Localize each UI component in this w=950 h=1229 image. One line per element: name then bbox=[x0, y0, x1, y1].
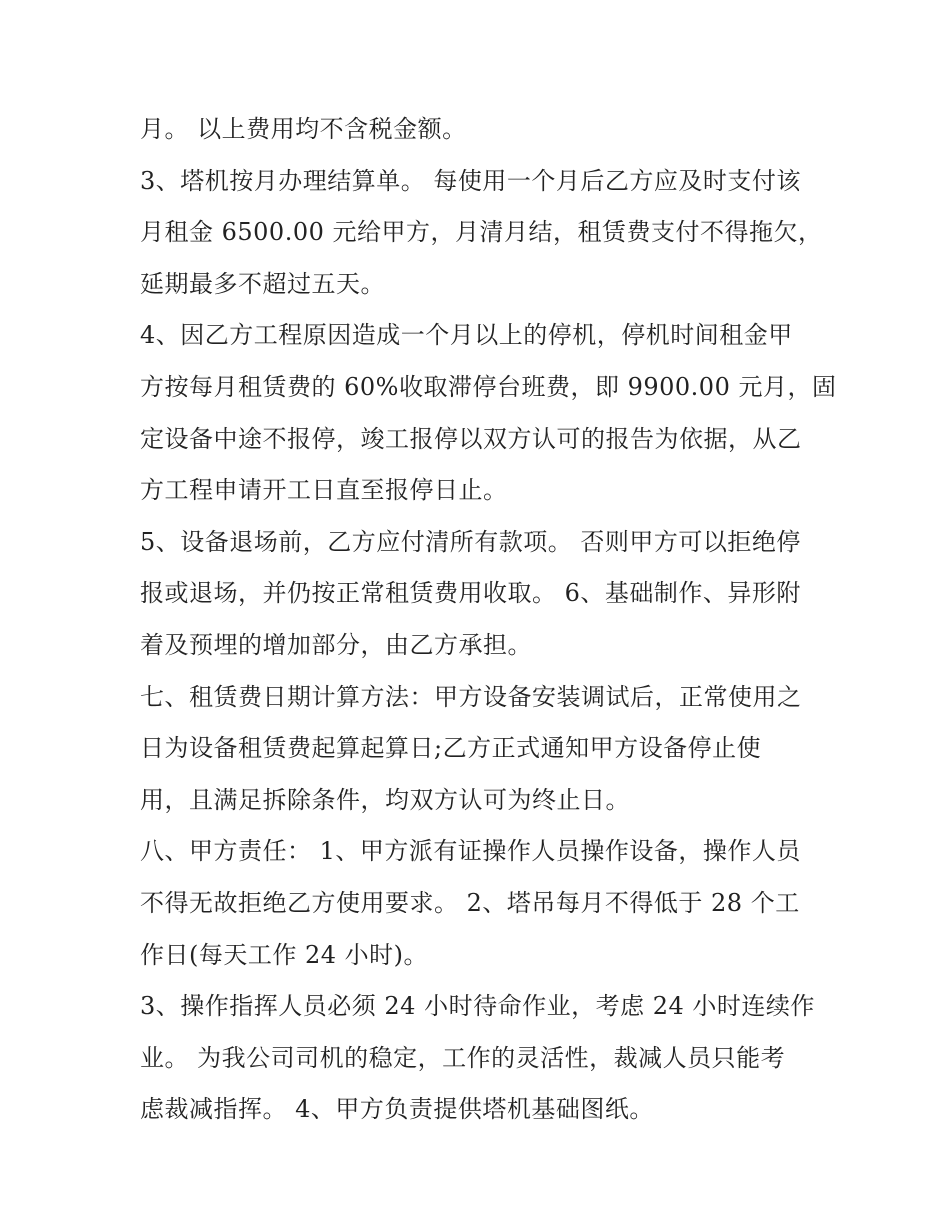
text-line: 虑裁减指挥。 4、甲方负责提供塔机基础图纸。 bbox=[140, 1095, 654, 1124]
text-line: 5、设备退场前，乙方应付清所有款项。 否则甲方可以拒绝停 bbox=[140, 527, 801, 556]
text-line: 日为设备租赁费起算起算日;乙方正式通知甲方设备停止使 bbox=[140, 734, 762, 763]
text-line: 方按每月租赁费的 60%收取滞停台班费，即 9900.00 元月，固 bbox=[140, 372, 837, 401]
text-line: 月。 以上费用均不含税金额。 bbox=[140, 115, 467, 143]
text-line: 定设备中途不报停，竣工报停以双方认可的报告为依据，从乙 bbox=[140, 424, 802, 453]
text-line: 月租金 6500.00 元给甲方，月清月结，租赁费支付不得拖欠， bbox=[140, 218, 823, 247]
text-line: 不得无故拒绝乙方使用要求。 2、塔吊每月不得低于 28 个工 bbox=[140, 888, 800, 917]
text-line: 七、租赁费日期计算方法：甲方设备安装调试后，正常使用之 bbox=[140, 682, 802, 711]
document-text bbox=[140, 104, 837, 1136]
text-line: 延期最多不超过五天。 bbox=[140, 269, 385, 298]
text-line: 着及预埋的增加部分，由乙方承担。 bbox=[140, 630, 532, 659]
text-line: 用，且满足拆除条件，均双方认可为终止日。 bbox=[140, 785, 630, 814]
text-line: 业。 为我公司司机的稳定，工作的灵活性，裁减人员只能考 bbox=[140, 1043, 786, 1072]
text-line: 方工程申请开工日直至报停日止。 bbox=[140, 476, 508, 505]
text-line: 报或退场，并仍按正常租赁费用收取。 6、基础制作、异形附 bbox=[140, 579, 801, 608]
text-line: 3、操作指挥人员必须 24 小时待命作业，考虑 24 小时连续作 bbox=[140, 992, 815, 1021]
text-line: 3、塔机按月办理结算单。 每使用一个月后乙方应及时支付该 bbox=[140, 166, 801, 195]
text-line: 作日(每天工作 24 小时)。 bbox=[140, 940, 429, 969]
text-line: 八、甲方责任： 1、甲方派有证操作人员操作设备，操作人员 bbox=[140, 837, 801, 866]
text-line: 4、因乙方工程原因造成一个月以上的停机，停机时间租金甲 bbox=[140, 321, 793, 350]
